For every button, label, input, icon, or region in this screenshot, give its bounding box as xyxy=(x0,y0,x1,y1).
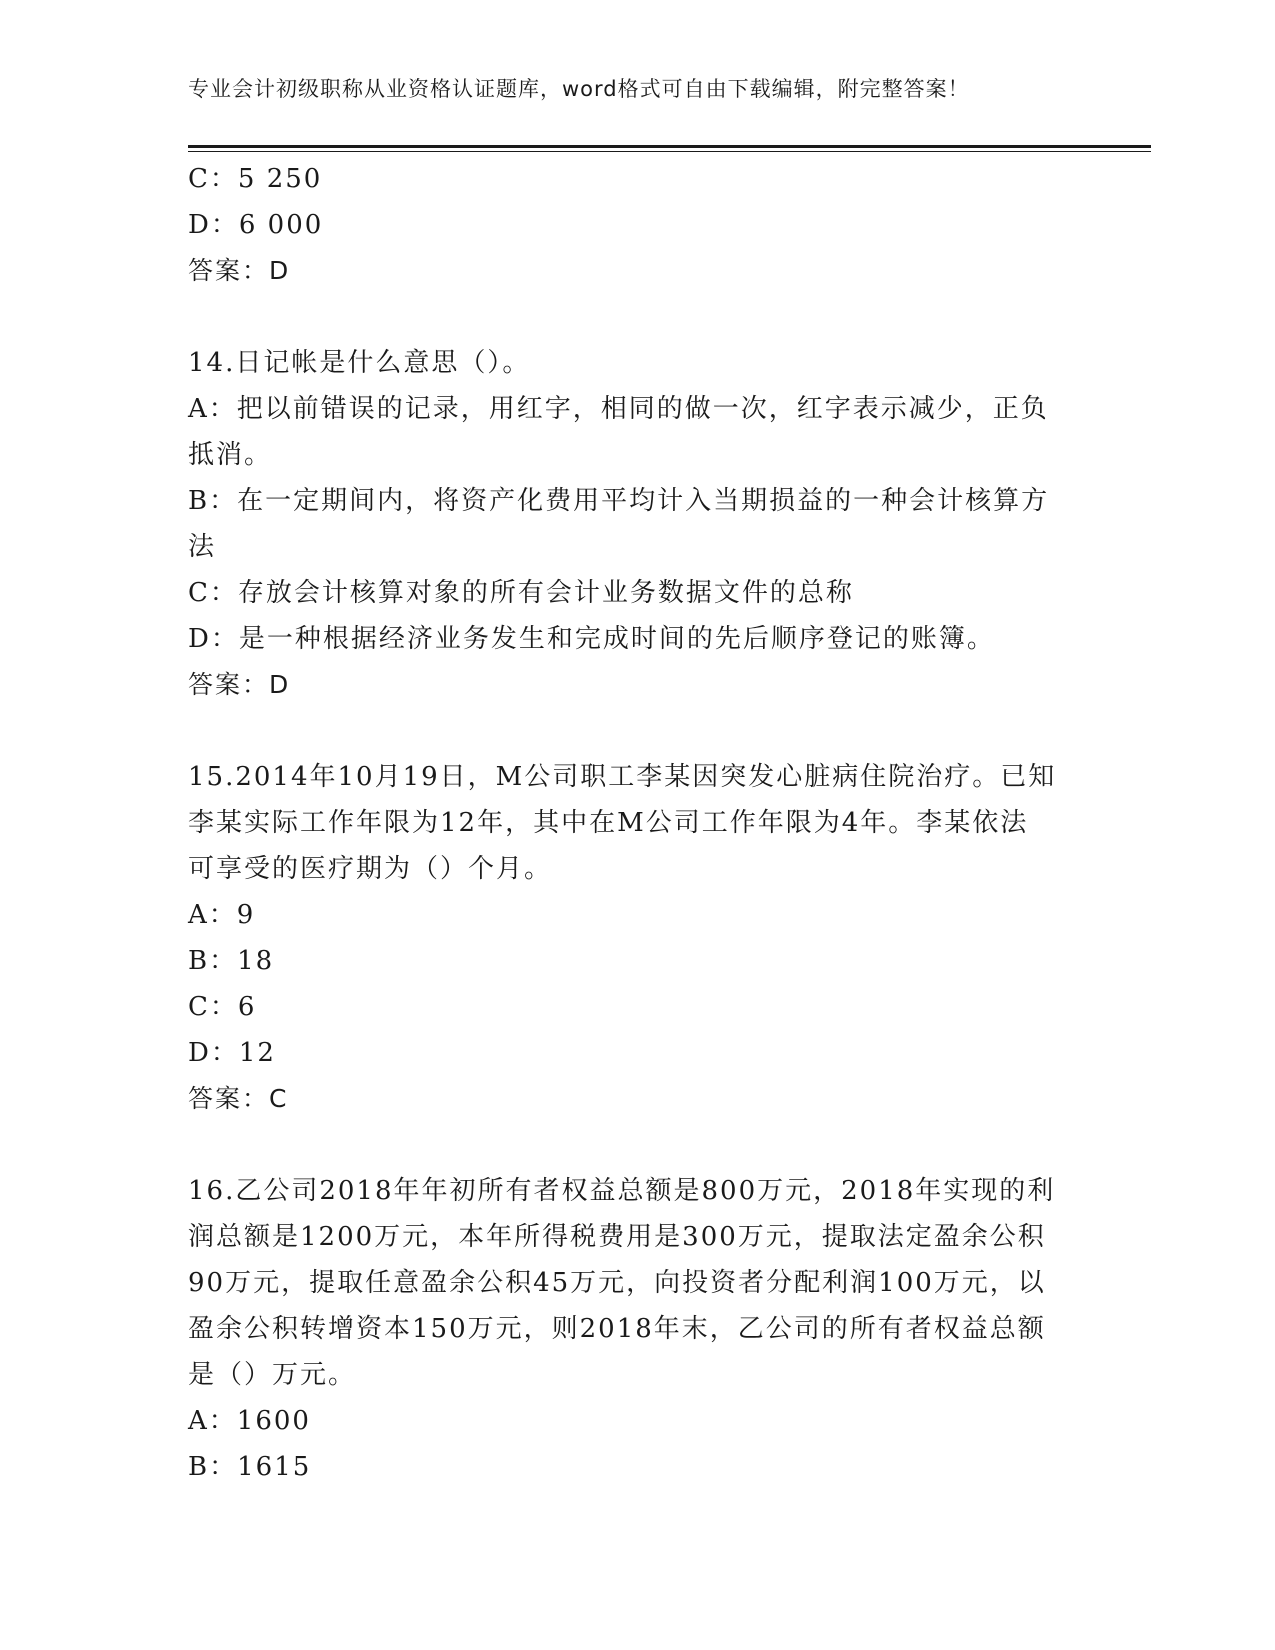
header-rule xyxy=(188,145,1151,148)
option-a: A：把以前错误的记录，用红字，相同的做一次，红字表示减少，正负 xyxy=(188,394,1049,424)
spacer xyxy=(188,294,1088,340)
option-d: D：12 xyxy=(188,1038,276,1068)
question-14-stem: 14.日记帐是什么意思（）。 xyxy=(188,348,531,378)
answer: 答案：D xyxy=(188,256,291,285)
answer: 答案：D xyxy=(188,670,291,699)
option-b: B：在一定期间内，将资产化费用平均计入当期损益的一种会计核算方 xyxy=(188,486,1050,516)
option-b: B：1615 xyxy=(188,1452,312,1482)
answer: 答案：C xyxy=(188,1084,289,1113)
option-a-cont: 抵消。 xyxy=(188,440,273,470)
question-15-stem: 15.2014年10月19日，M公司职工李某因突发心脏病住院治疗。已知 xyxy=(188,762,1057,792)
question-15-stem-cont: 可享受的医疗期为（）个月。 xyxy=(188,854,553,884)
option-c: C：5 250 xyxy=(188,164,323,194)
option-a: A：1600 xyxy=(188,1406,311,1436)
question-16-stem: 16.乙公司2018年年初所有者权益总额是800万元，2018年实现的利 xyxy=(188,1176,1056,1206)
header-rule-thin xyxy=(188,151,1151,152)
question-16-stem-cont: 盈余公积转增资本150万元，则2018年末，乙公司的所有者权益总额 xyxy=(188,1314,1046,1344)
option-a: A：9 xyxy=(188,900,256,930)
option-b-cont: 法 xyxy=(188,532,217,562)
option-d: D：6 000 xyxy=(188,210,324,240)
spacer xyxy=(188,1122,1088,1168)
option-b: B：18 xyxy=(188,946,275,976)
spacer xyxy=(188,708,1088,754)
question-15-stem-cont: 李某实际工作年限为12年，其中在M公司工作年限为4年。李某依法 xyxy=(188,808,1029,838)
question-16-stem-cont: 润总额是1200万元，本年所得税费用是300万元，提取法定盈余公积 xyxy=(188,1222,1046,1252)
question-content xyxy=(188,156,1088,1490)
option-d: D：是一种根据经济业务发生和完成时间的先后顺序登记的账簿。 xyxy=(188,624,995,654)
page-header: 专业会计初级职称从业资格认证题库，word格式可自由下载编辑，附完整答案！ xyxy=(188,77,970,101)
question-16-stem-cont: 是（）万元。 xyxy=(188,1360,357,1390)
question-16-stem-cont: 90万元，提取任意盈余公积45万元，向投资者分配利润100万元，以 xyxy=(188,1268,1046,1298)
option-c: C：6 xyxy=(188,992,257,1022)
option-c: C：存放会计核算对象的所有会计业务数据文件的总称 xyxy=(188,578,854,608)
